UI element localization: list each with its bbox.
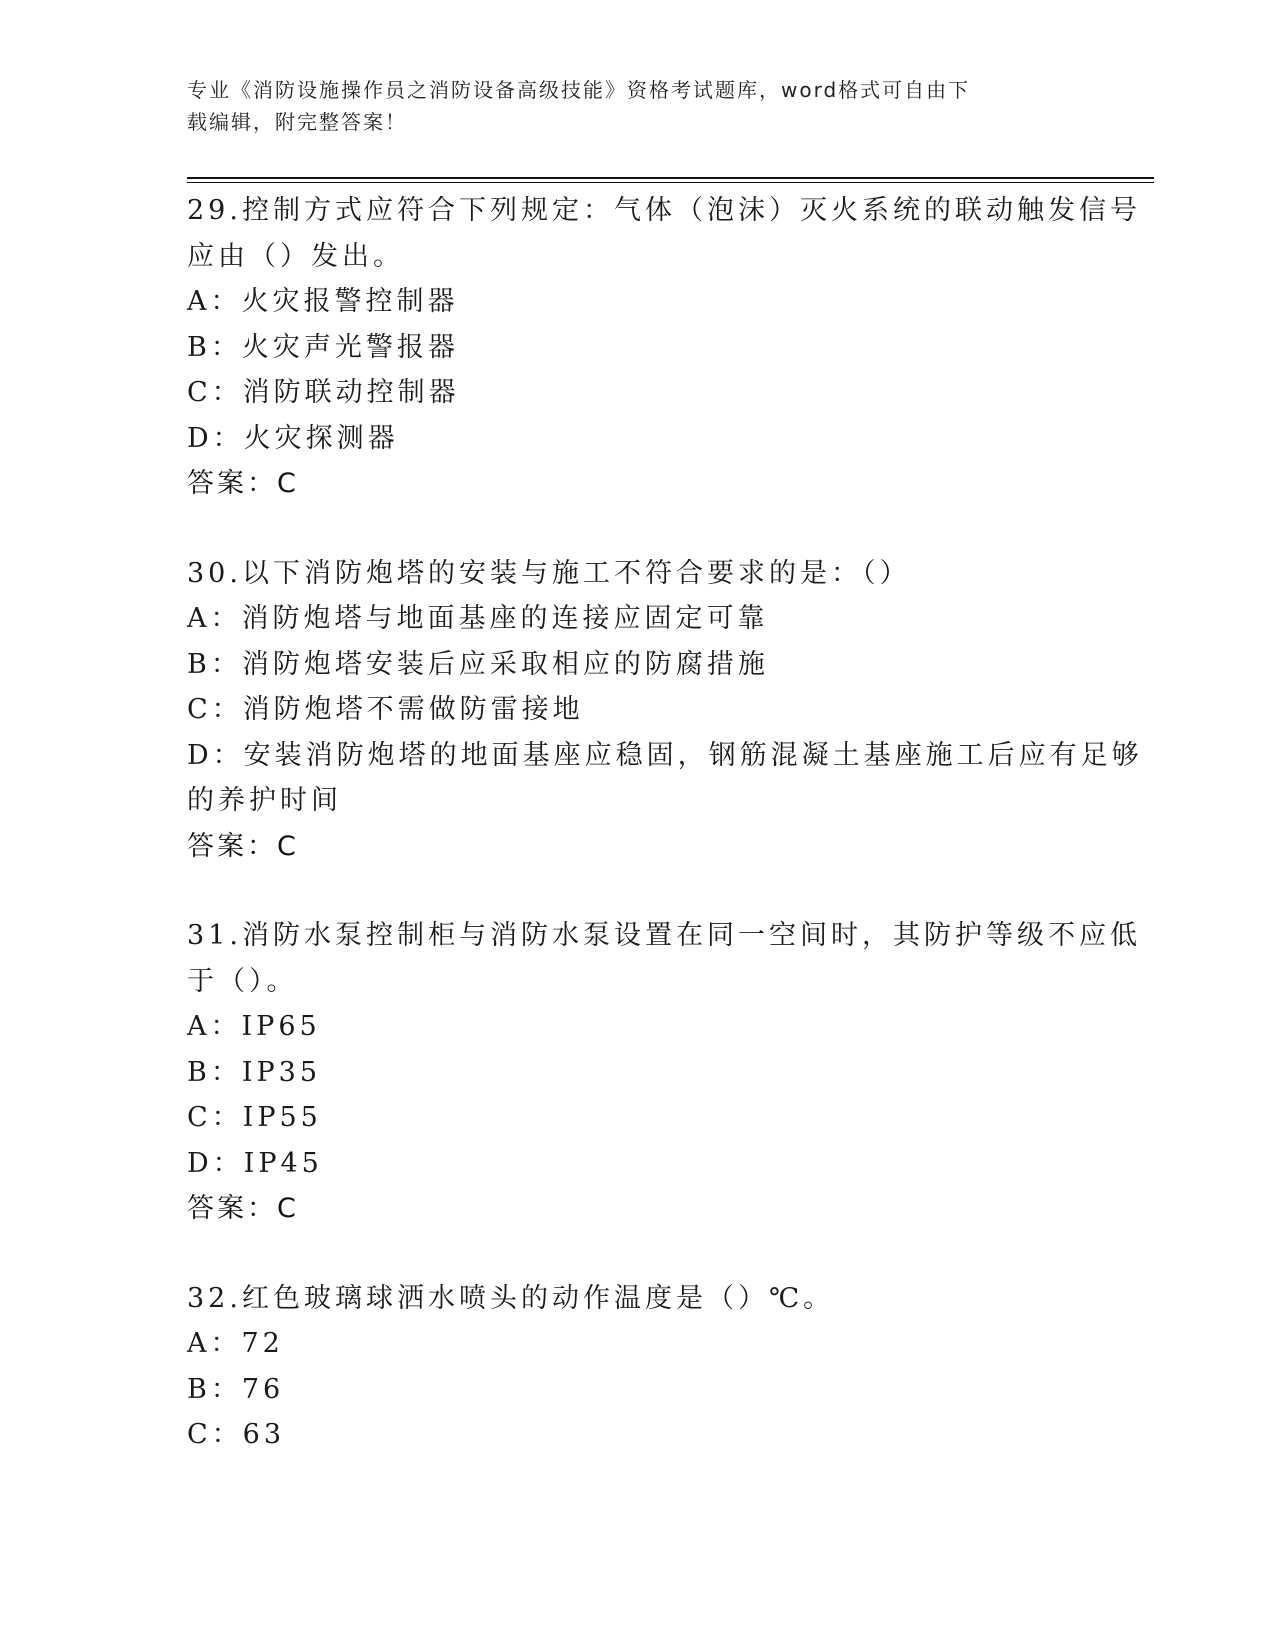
option-d: D：IP45: [187, 1147, 323, 1179]
question-29: [187, 188, 1141, 507]
option-b: B：火灾声光警报器: [187, 331, 459, 363]
option-b: B：IP35: [187, 1056, 322, 1088]
question-stem: 29.控制方式应符合下列规定：气体（泡沫）灭火系统的联动触发信号: [187, 195, 1141, 226]
option-a: A：火灾报警控制器: [187, 286, 459, 317]
option-c: C：IP55: [187, 1102, 322, 1133]
question-stem: 31.消防水泵控制柜与消防水泵设置在同一空间时，其防护等级不应低: [187, 920, 1141, 951]
option-d-continued: 的养护时间: [187, 785, 342, 816]
option-c: C：63: [187, 1419, 286, 1450]
option-a: A：IP65: [187, 1011, 321, 1042]
question-stem: 于（）。: [187, 965, 298, 997]
option-c: C：消防联动控制器: [187, 377, 460, 408]
question-stem: 应由（）发出。: [187, 240, 404, 272]
question-31: [187, 913, 1141, 1232]
option-a: A：72: [187, 1328, 284, 1359]
option-b: B：消防炮塔安装后应采取相应的防腐措施: [187, 648, 769, 680]
option-d: D：安装消防炮塔的地面基座应稳固，钢筋混凝土基座施工后应有足够: [187, 739, 1143, 771]
document-header: [187, 74, 1067, 138]
header-divider: [187, 177, 1154, 179]
question-30: [187, 551, 1143, 870]
header-line: 载编辑，附完整答案！: [187, 110, 407, 134]
answer-label: 答案：C: [187, 830, 299, 862]
option-b: B：76: [187, 1373, 285, 1405]
option-c: C：消防炮塔不需做防雷接地: [187, 694, 584, 725]
question-list: [187, 188, 1143, 1502]
header-line: 专业《消防设施操作员之消防设备高级技能》资格考试题库，word格式可自由下: [187, 78, 971, 102]
answer-label: 答案：C: [187, 1193, 299, 1224]
header-divider-thin: [187, 182, 1154, 183]
answer-label: 答案：C: [187, 468, 299, 499]
option-a: A：消防炮塔与地面基座的连接应固定可靠: [187, 603, 769, 634]
question-32: [187, 1276, 1087, 1458]
option-d: D：火灾探测器: [187, 422, 399, 454]
question-stem: 30.以下消防炮塔的安装与施工不符合要求的是：（）: [187, 557, 911, 589]
question-stem: 32.红色玻璃球洒水喷头的动作温度是（）℃。: [187, 1282, 835, 1314]
